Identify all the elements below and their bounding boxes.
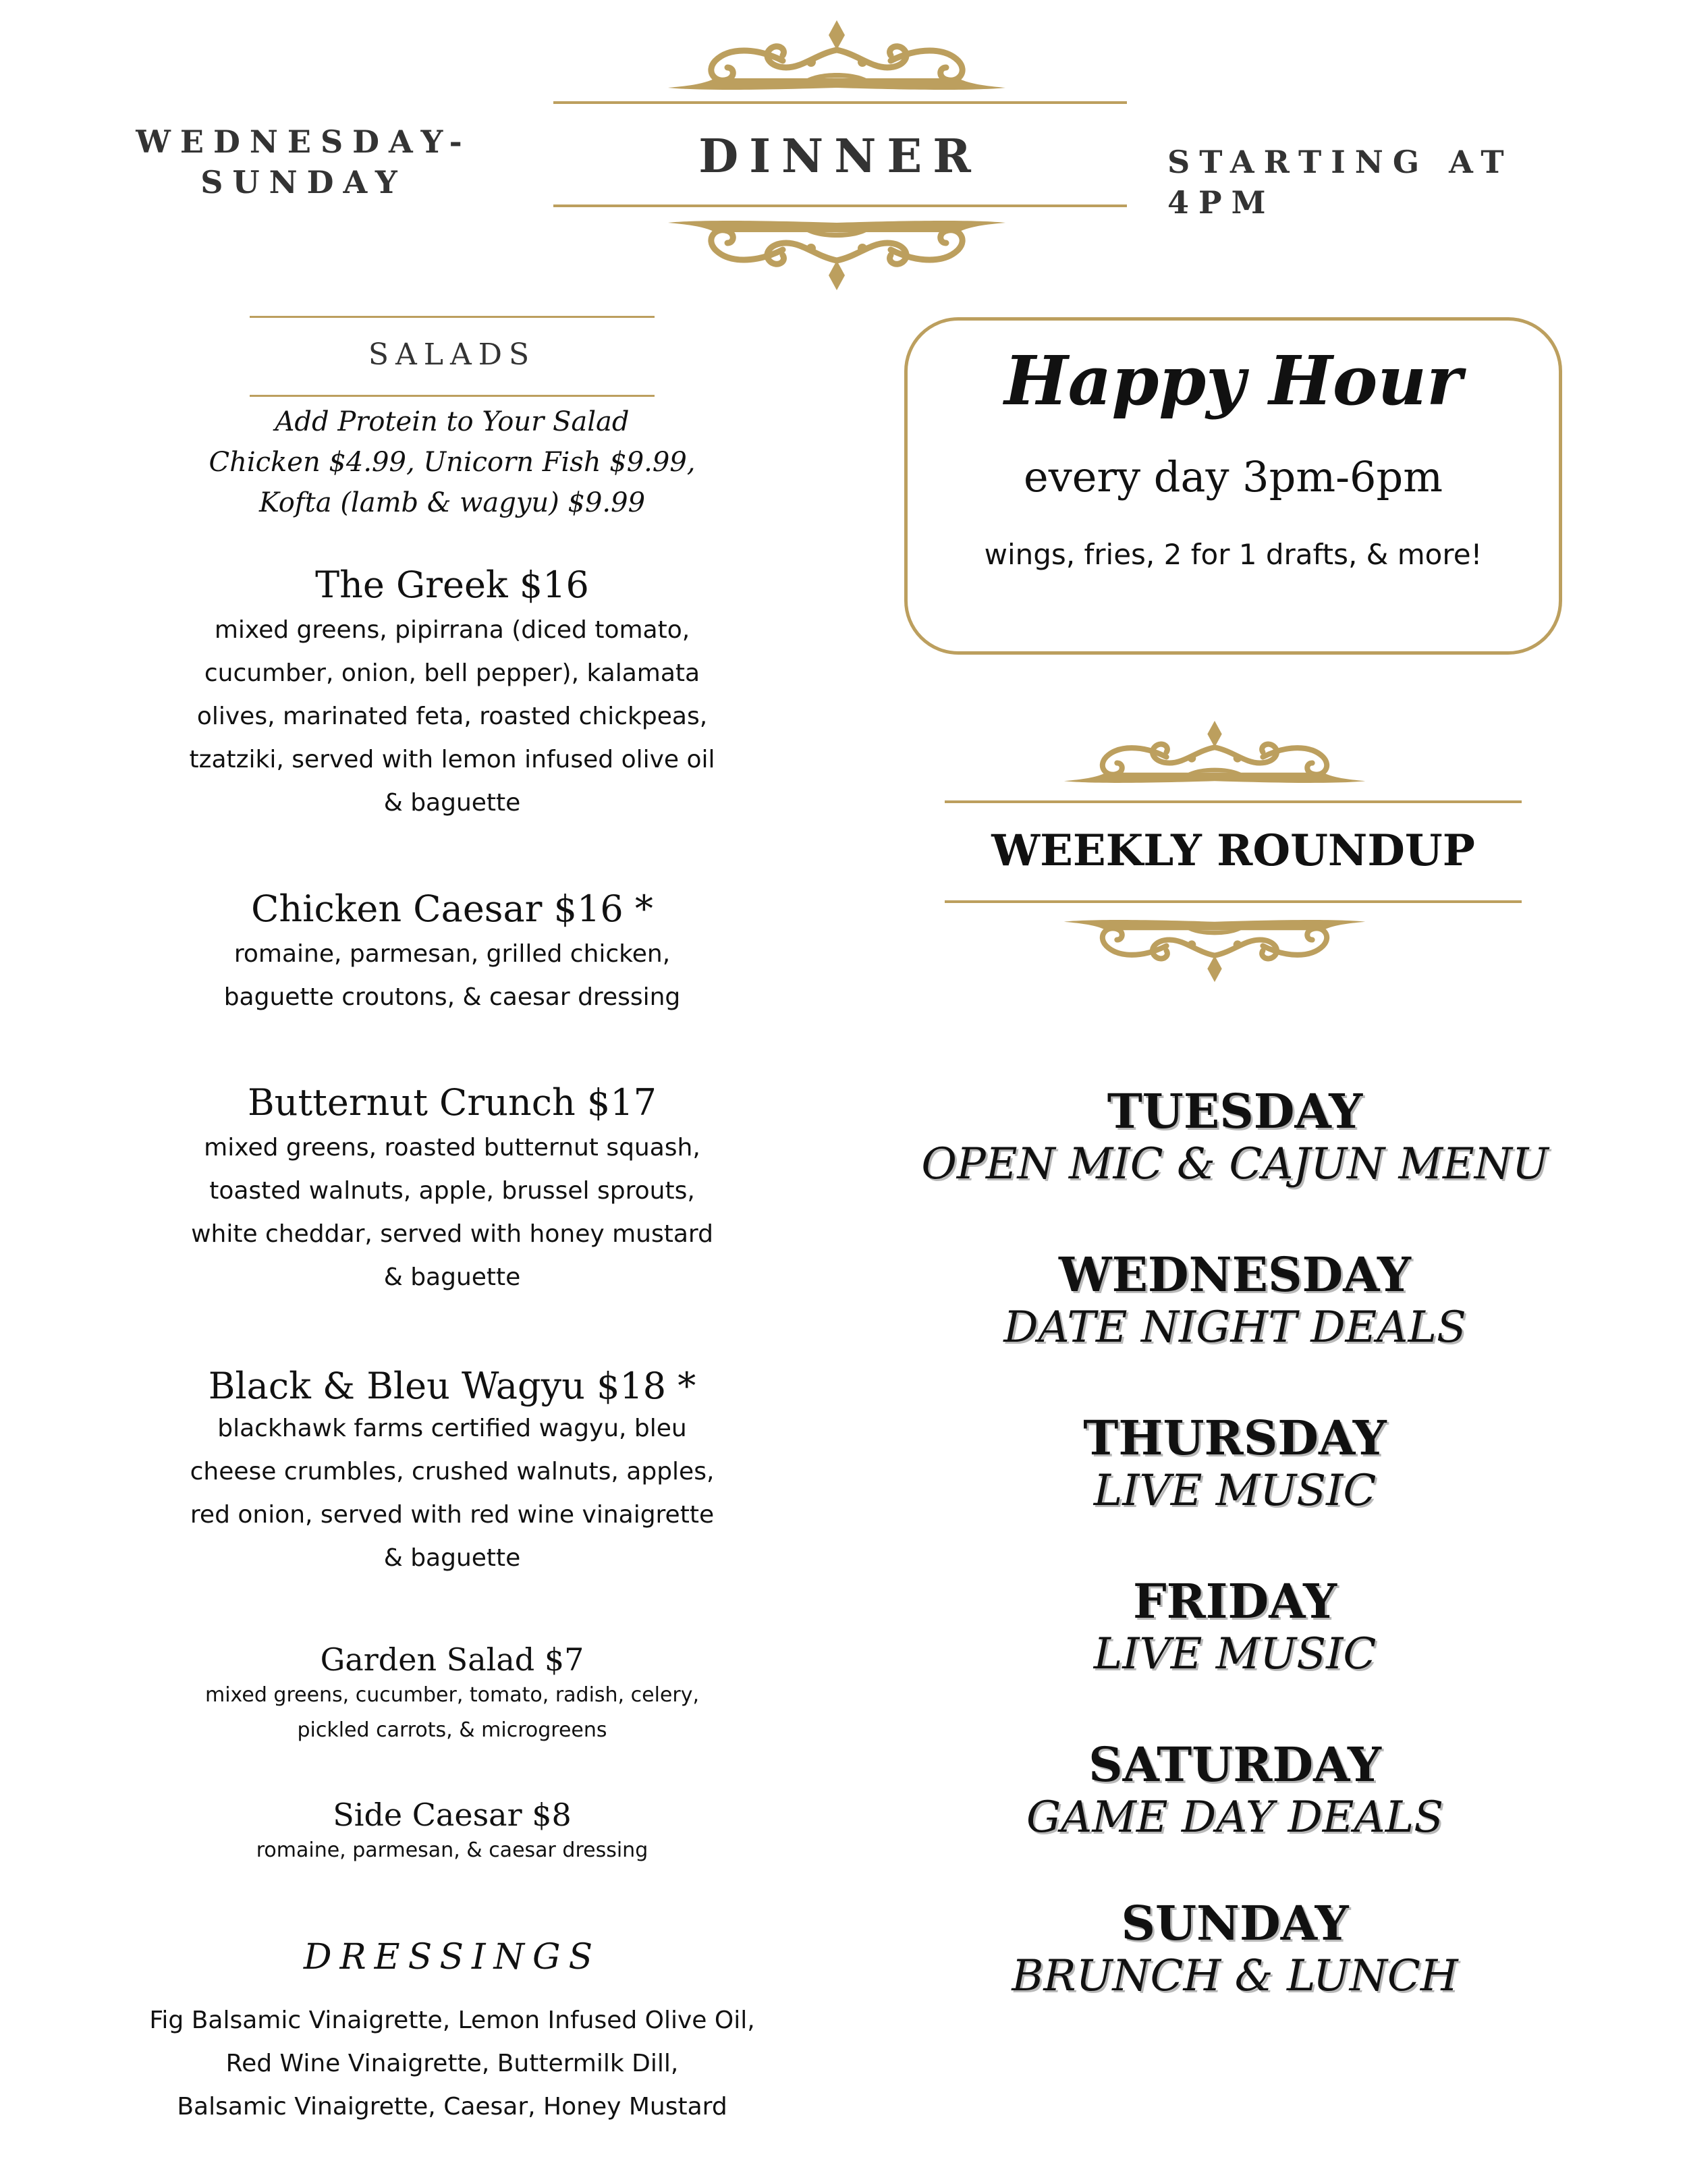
happy-hour-time: every day 3pm-6pm (1024, 452, 1443, 501)
menu-item-chicken-caesar (108, 888, 796, 1019)
days-open-line1: WEDNESDAY- (136, 124, 472, 160)
menu-item-garden-salad (108, 1641, 796, 1748)
item-name: Garden Salad $7 (320, 1641, 584, 1678)
item-desc-line: pickled carrots, & microgreens (297, 1718, 607, 1742)
weekly-day-friday (897, 1573, 1572, 1679)
item-name: Butternut Crunch $17 (248, 1081, 657, 1124)
day-name: FRIDAY (1132, 1573, 1337, 1629)
day-name: SUNDAY (1121, 1895, 1349, 1951)
protein-note (108, 402, 796, 523)
menu-item-butternut-crunch (108, 1081, 796, 1299)
item-desc-line: & baguette (383, 1544, 521, 1572)
day-event: LIVE MUSIC (1093, 1629, 1377, 1679)
days-open-line2: SUNDAY (200, 164, 407, 200)
day-event: LIVE MUSIC (1093, 1466, 1377, 1516)
item-desc-line: & baguette (383, 1263, 521, 1291)
item-desc-line: olives, marinated feta, roasted chickpeas, (196, 703, 708, 730)
protein-line: Add Protein to Your Salad (275, 406, 630, 437)
bottom-ornament-icon (668, 215, 1005, 290)
menu-item-side-caesar (108, 1797, 796, 1868)
day-name: WEDNESDAY (1058, 1247, 1412, 1303)
start-time: STARTING AT 4PM (1167, 144, 1514, 221)
weekly-rule-bottom (945, 900, 1522, 903)
day-event: DATE NIGHT DEALS (1003, 1303, 1466, 1353)
weekly-day-saturday (897, 1737, 1572, 1842)
item-desc-line: romaine, parmesan, grilled chicken, (233, 940, 671, 968)
day-event: BRUNCH & LUNCH (1012, 1951, 1458, 2001)
dressings-line: Balsamic Vinaigrette, Caesar, Honey Mustard (177, 2093, 727, 2121)
item-desc-line: white cheddar, served with honey mustard (191, 1220, 713, 1248)
weekly-rule-top (945, 800, 1522, 803)
weekly-bottom-ornament-icon (1063, 914, 1366, 982)
weekly-day-tuesday (897, 1083, 1572, 1189)
weekly-day-sunday (897, 1895, 1572, 2001)
salads-rule-bottom (250, 395, 655, 397)
item-desc-line: blackhawk farms certified wagyu, bleu (217, 1415, 687, 1442)
dressings-line: Fig Balsamic Vinaigrette, Lemon Infused Olive Oil, (149, 2006, 755, 2034)
dressings-list (81, 1999, 823, 2129)
weekly-heading: WEEKLY ROUNDUP (991, 825, 1475, 876)
top-ornament-icon (668, 20, 1005, 96)
item-desc-line: & baguette (383, 789, 521, 817)
item-name: The Greek $16 (315, 564, 589, 606)
item-desc-line: cheese crumbles, crushed walnuts, apples, (190, 1458, 715, 1485)
item-desc-line: mixed greens, pipirrana (diced tomato, (214, 616, 690, 644)
item-desc-line: red onion, served with red wine vinaigrette (190, 1501, 715, 1529)
weekly-day-wednesday (897, 1247, 1572, 1353)
day-event: OPEN MIC & CAJUN MENU (921, 1139, 1549, 1189)
item-name: Black & Bleu Wagyu $18 * (208, 1365, 696, 1407)
item-desc-line: romaine, parmesan, & caesar dressing (256, 1838, 648, 1862)
item-desc-line: baguette croutons, & caesar dressing (223, 983, 681, 1011)
happy-hour-title: Happy Hour (1004, 341, 1462, 420)
protein-line: Chicken $4.99, Unicorn Fish $9.99, (209, 447, 696, 478)
days-open (135, 121, 472, 202)
day-name: TUESDAY (1107, 1083, 1363, 1139)
header-rule-bottom (553, 204, 1127, 207)
weekly-top-ornament-icon (1063, 721, 1366, 788)
dressings-line: Red Wine Vinaigrette, Buttermilk Dill, (225, 2050, 679, 2077)
day-event: GAME DAY DEALS (1026, 1793, 1444, 1842)
item-name: Side Caesar $8 (333, 1797, 572, 1833)
day-name: THURSDAY (1083, 1410, 1387, 1466)
dressings-heading: DRESSINGS (303, 1937, 601, 1977)
item-desc-line: cucumber, onion, bell pepper), kalamata (204, 659, 700, 687)
item-desc-line: toasted walnuts, apple, brussel sprouts, (209, 1177, 695, 1205)
protein-line: Kofta (lamb & wagyu) $9.99 (258, 487, 646, 518)
day-name: SATURDAY (1088, 1737, 1381, 1793)
item-desc-line: mixed greens, roasted butternut squash, (204, 1134, 700, 1162)
item-desc-line: tzatziki, served with lemon infused olive oil (189, 746, 715, 773)
weekly-day-thursday (897, 1410, 1572, 1516)
happy-hour-details: wings, fries, 2 for 1 drafts, & more! (984, 538, 1483, 571)
salads-heading: SALADS (368, 337, 536, 372)
header-rule-top (553, 101, 1127, 104)
salads-rule-top (250, 316, 655, 318)
item-name: Chicken Caesar $16 * (251, 888, 653, 930)
item-desc-line: mixed greens, cucumber, tomato, radish, celery, (204, 1683, 699, 1707)
menu-item-black-bleu-wagyu (108, 1365, 796, 1580)
menu-item-the-greek (108, 564, 796, 825)
page-title: DINNER (698, 130, 982, 184)
